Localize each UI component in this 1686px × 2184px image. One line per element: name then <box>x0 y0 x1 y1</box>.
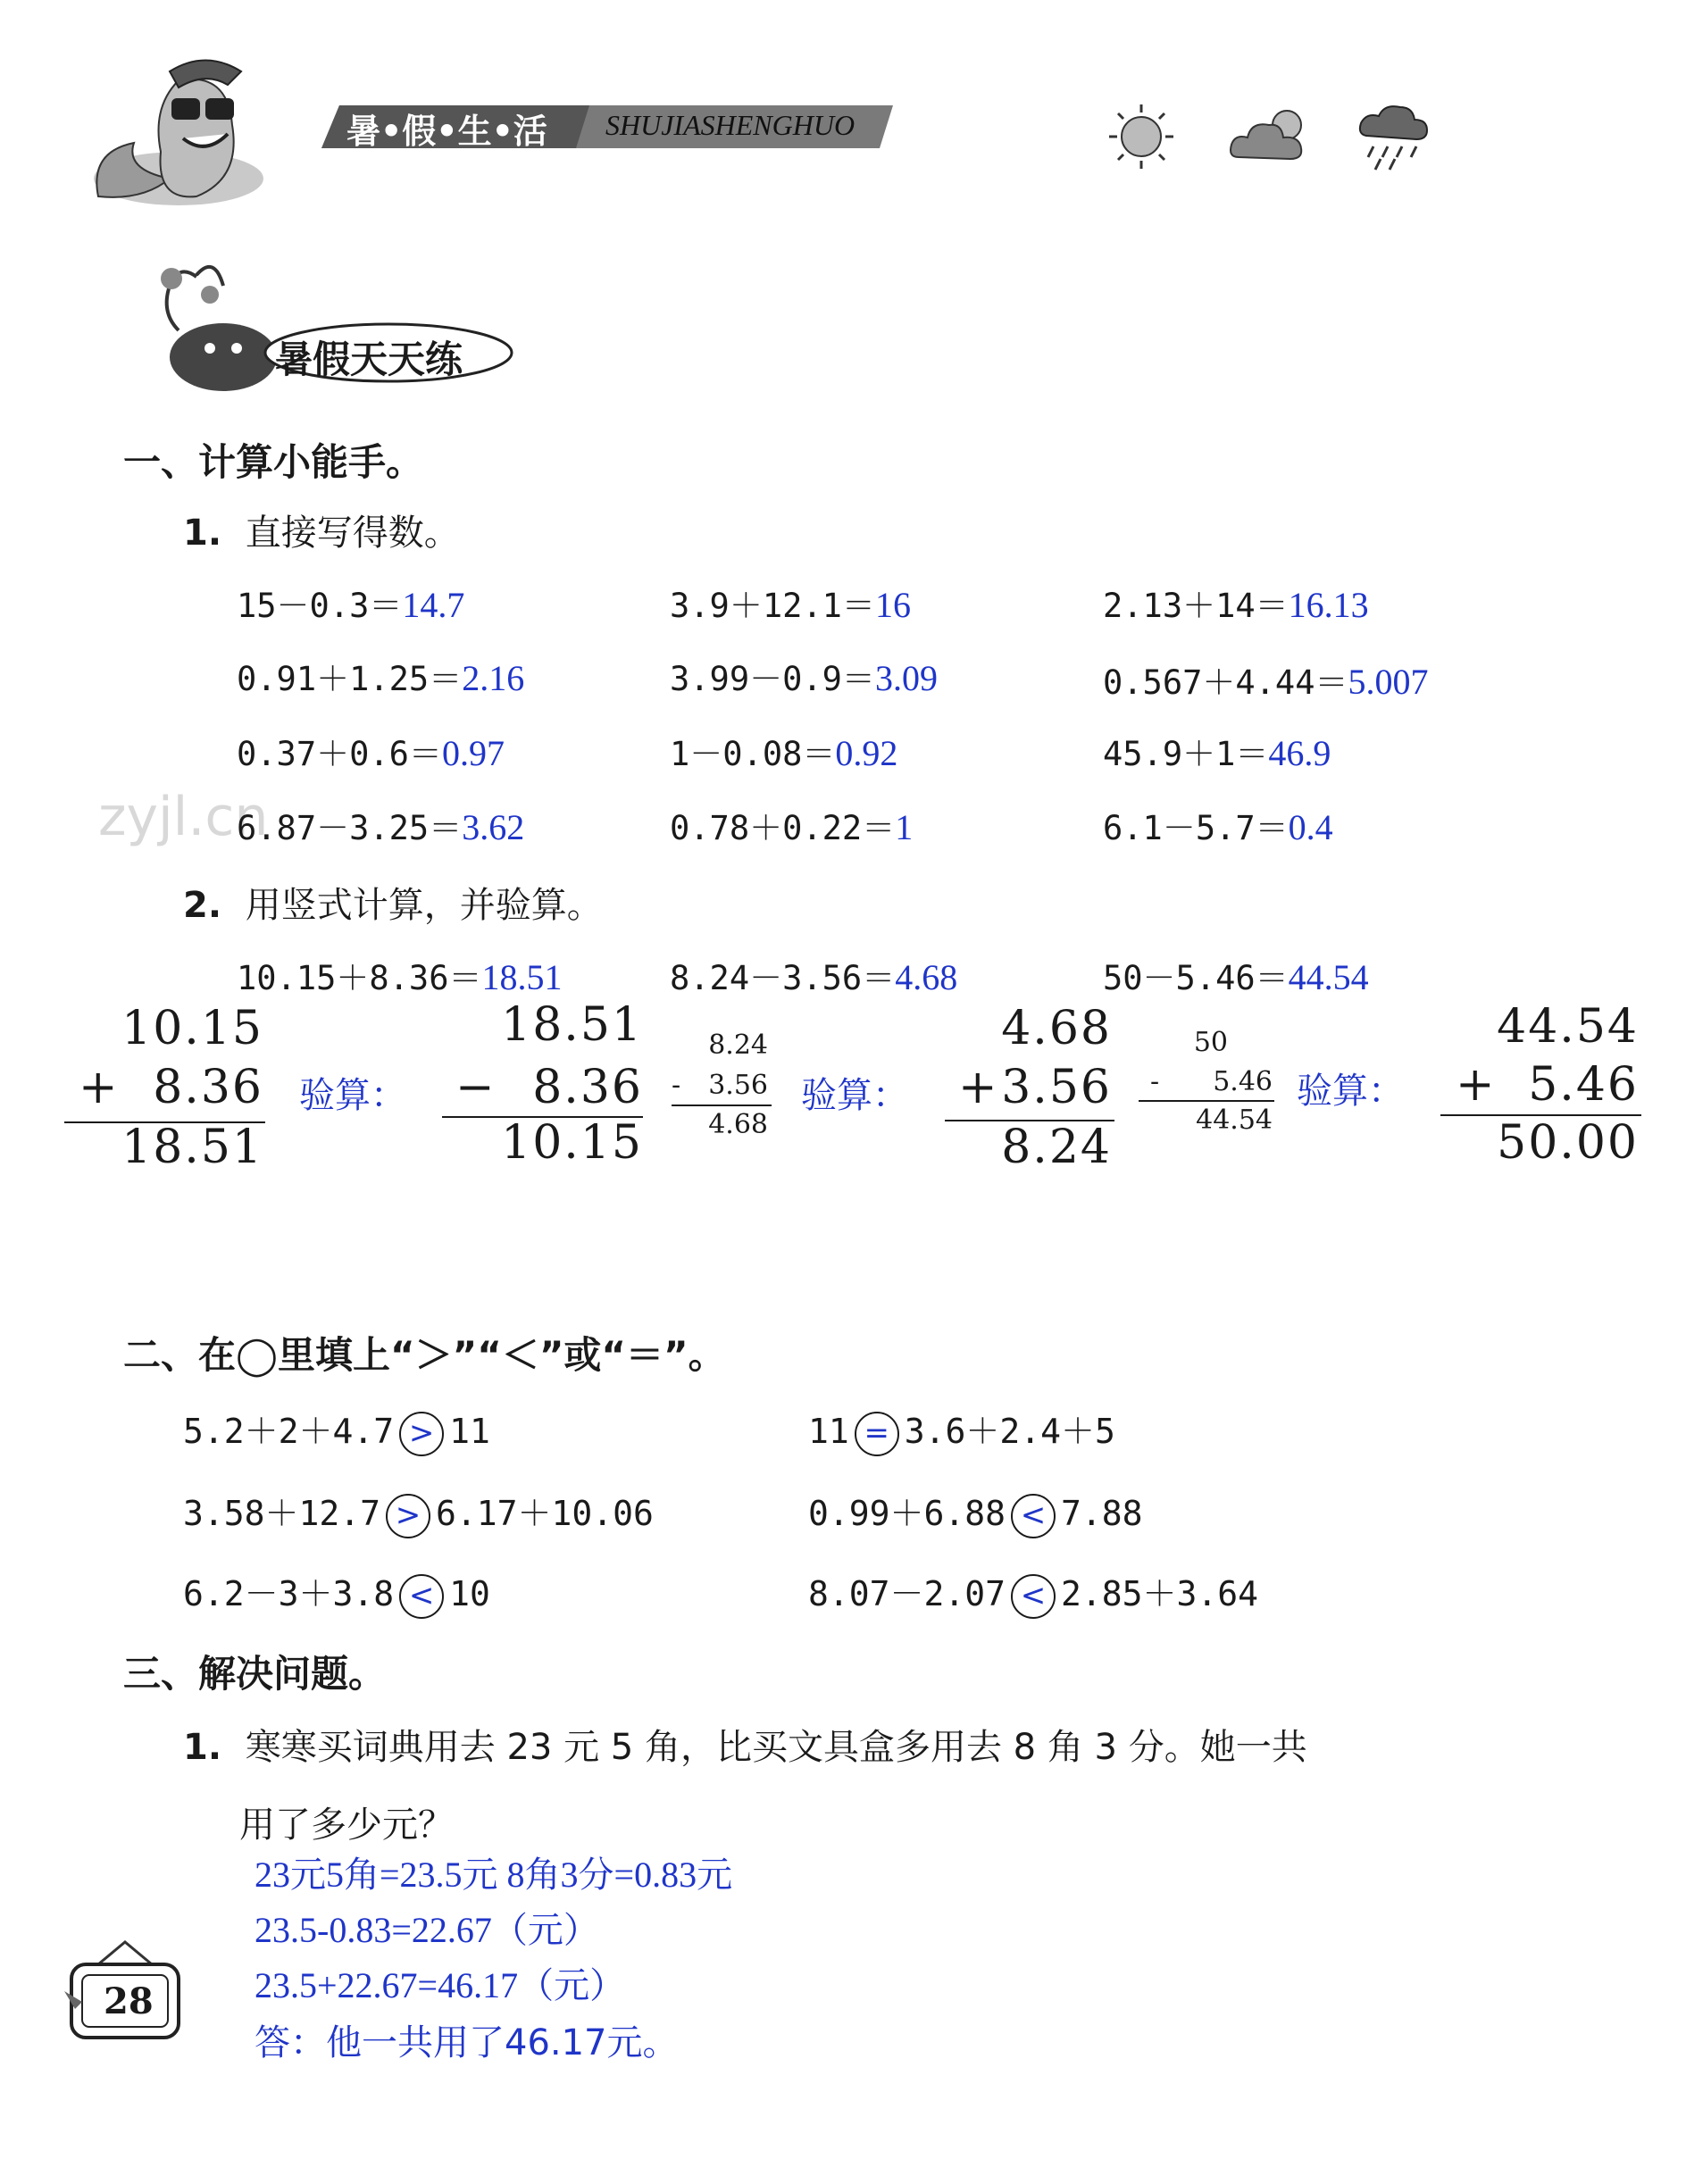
answer: 18.51 <box>481 957 563 997</box>
vertical-result: 50.00 <box>1497 1116 1639 1170</box>
answer: 1 <box>895 807 914 847</box>
compare-item: 11 = 3.6＋2.4＋5 <box>808 1404 1115 1456</box>
q1-item: 3.99－0.9＝3.09 <box>670 658 938 698</box>
compare-circle: > <box>386 1494 430 1538</box>
answer: 0.4 <box>1288 807 1333 847</box>
q1-item: 3.9＋12.1＝16 <box>670 585 911 625</box>
vertical-bottom: 8.36 <box>153 1061 263 1114</box>
vertical-op: - <box>1150 1066 1160 1097</box>
vertical-op: + <box>1456 1058 1497 1112</box>
vertical-top: 44.54 <box>1497 1000 1639 1054</box>
q2-item: 10.15＋8.36＝18.51 <box>237 957 563 997</box>
vertical-result: 8.24 <box>1001 1121 1112 1174</box>
q1-item: 2.13＋14＝16.13 <box>1103 585 1369 625</box>
compare-item: 3.58＋12.7 > 6.17＋10.06 <box>183 1486 654 1538</box>
q2-item: 50－5.46＝44.54 <box>1103 957 1369 997</box>
vertical-bottom: 5.46 <box>1528 1058 1639 1112</box>
vertical-bottom: 3.56 <box>1001 1061 1112 1114</box>
compare-circle: < <box>1011 1494 1056 1538</box>
compare-circle: > <box>399 1412 444 1456</box>
vertical-op: + <box>958 1061 999 1114</box>
q1-item: 1－0.08＝0.92 <box>670 733 898 773</box>
vertical-result: 4.68 <box>708 1109 768 1140</box>
q1-item: 45.9＋1＝46.9 <box>1103 733 1331 773</box>
section2-title: 二、在◯里填上“＞”“＜”或“＝”。 <box>123 1333 726 1377</box>
answer: 14.7 <box>402 585 465 625</box>
vertical-top: 10.15 <box>121 1002 263 1055</box>
problem-line-2: 用了多少元？ <box>239 1805 454 1846</box>
vertical-top: 4.68 <box>1001 1002 1112 1055</box>
answer: 46.9 <box>1268 733 1331 773</box>
vertical-op: + <box>79 1061 120 1114</box>
compare-item: 5.2＋2＋4.7 > 11 <box>183 1404 490 1456</box>
problem-line-1: 1. 寒寒买词典用去 23 元 5 角，比买文具盒多用去 8 角 3 分。她一共 <box>183 1727 1307 1768</box>
q1-text: 直接写得数。 <box>245 513 460 554</box>
page-number: 28 <box>104 1980 154 2022</box>
compare-circle: < <box>1011 1574 1056 1619</box>
section1-title: 一、计算小能手。 <box>123 440 424 484</box>
answer: 5.007 <box>1348 662 1429 702</box>
compare-circle: = <box>855 1412 899 1456</box>
cloud-sun-icon <box>1228 105 1317 171</box>
compare-item: 6.2－3＋3.8 < 10 <box>183 1566 490 1619</box>
q1-item: 0.567＋4.44＝5.007 <box>1103 662 1429 702</box>
answer: 4.68 <box>895 957 958 997</box>
rain-icon <box>1357 100 1429 175</box>
check-label: 验算： <box>801 1075 908 1116</box>
vertical-line <box>672 1105 772 1106</box>
vertical-top: 8.24 <box>708 1029 768 1061</box>
answer: 16 <box>874 585 911 625</box>
vertical-bottom: 5.46 <box>1213 1066 1273 1097</box>
q1-heading <box>183 504 460 555</box>
practice-badge-label: 暑假天天练 <box>275 338 463 381</box>
answer: 3.09 <box>874 658 938 698</box>
header-title-cn: 暑•假•生•活 <box>346 112 547 151</box>
q2-heading <box>183 877 603 928</box>
vertical-op: − <box>455 1061 497 1114</box>
q1-item: 6.87－3.25＝3.62 <box>237 807 525 847</box>
vertical-result: 10.15 <box>501 1116 643 1170</box>
page-number-badge <box>63 1938 188 2045</box>
vertical-bottom: 3.56 <box>708 1070 768 1101</box>
section3-title: 三、解决问题。 <box>123 1652 387 1696</box>
practice-badge <box>125 259 518 393</box>
check-label: 验算： <box>299 1075 406 1116</box>
mascot-illustration <box>71 45 268 214</box>
check-label: 验算： <box>1297 1071 1404 1112</box>
solution-line: 答：他一共用了46.17元。 <box>255 2022 679 2063</box>
q2-text: 用竖式计算，并验算。 <box>245 885 603 926</box>
solution-line: 23元5角=23.5元 8角3分=0.83元 <box>255 1855 733 1895</box>
q1-number: 1. <box>183 513 222 554</box>
solution-line: 23.5-0.83=22.67（元） <box>255 1910 599 1950</box>
answer: 0.97 <box>441 733 505 773</box>
answer: 0.92 <box>835 733 898 773</box>
q1-item: 0.78＋0.22＝1 <box>670 807 914 847</box>
solution-line: 23.5+22.67=46.17（元） <box>255 1965 626 2005</box>
answer: 44.54 <box>1288 957 1369 997</box>
q1-item: 0.91＋1.25＝2.16 <box>237 658 525 698</box>
answer: 16.13 <box>1288 585 1369 625</box>
compare-item: 8.07－2.07 < 2.85＋3.64 <box>808 1566 1258 1619</box>
vertical-bottom: 8.36 <box>532 1061 643 1114</box>
watermark: zyjl.cn <box>98 786 269 848</box>
vertical-result: 44.54 <box>1196 1105 1273 1136</box>
q1-item: 0.37＋0.6＝0.97 <box>237 733 505 773</box>
vertical-line <box>1139 1100 1274 1102</box>
q2-number: 2. <box>183 885 222 926</box>
answer: 2.16 <box>462 658 525 698</box>
q1-item: 6.1－5.7＝0.4 <box>1103 807 1333 847</box>
vertical-top: 18.51 <box>501 998 643 1052</box>
header-title-en: SHUJIASHENGHUO <box>605 109 856 141</box>
compare-item: 0.99＋6.88 < 7.88 <box>808 1486 1143 1538</box>
compare-circle: < <box>399 1574 444 1619</box>
problem-number: 1. <box>183 1727 222 1768</box>
q1-item: 15－0.3＝14.7 <box>237 585 465 625</box>
vertical-result: 18.51 <box>121 1121 263 1174</box>
vertical-top: 50 <box>1193 1027 1228 1058</box>
vertical-op: - <box>672 1070 681 1101</box>
header-banner <box>321 98 911 154</box>
q2-item: 8.24－3.56＝4.68 <box>670 957 958 997</box>
answer: 3.62 <box>462 807 525 847</box>
sun-icon <box>1107 103 1175 174</box>
